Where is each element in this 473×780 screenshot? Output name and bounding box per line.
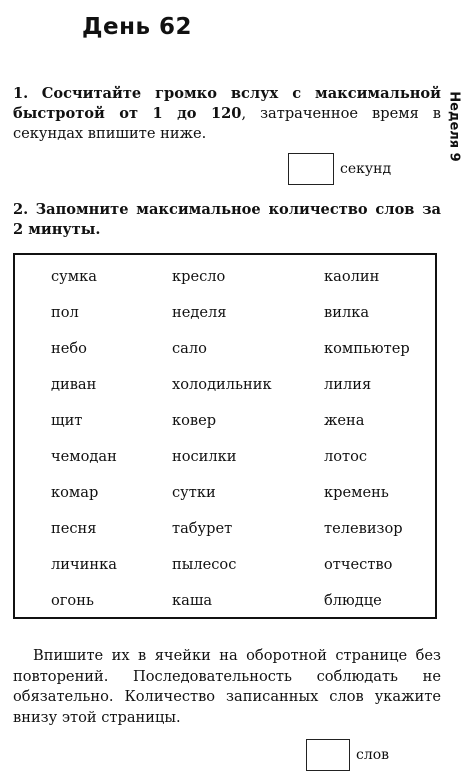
word-grid — [51, 267, 429, 627]
word-item: пылесос — [172, 556, 237, 573]
word-item: диван — [51, 376, 97, 393]
page-title: День 62 — [82, 14, 193, 40]
word-item: отчество — [324, 556, 393, 573]
word-item: табурет — [172, 520, 233, 537]
word-item: холодильник — [172, 376, 272, 393]
word-item: жена — [324, 412, 365, 429]
word-item: неделя — [172, 304, 227, 321]
word-item: каолин — [324, 268, 380, 285]
task-1-rest-text: , затраченное время в секундах впишите ниже. — [13, 105, 441, 142]
words-answer-box[interactable] — [306, 739, 350, 771]
word-item: небо — [51, 340, 87, 357]
task-1 — [13, 84, 441, 144]
seconds-unit-label: секунд — [340, 161, 392, 177]
words-unit-label: слов — [356, 747, 390, 763]
word-item: лотос — [324, 448, 368, 465]
task-1-bold-text: Сосчитайте громко вслух с максимальной быстротой от 1 до 120 — [13, 85, 441, 122]
words-answer-row — [306, 739, 389, 771]
word-item: песня — [51, 520, 97, 537]
instruction-text: Впишите их в ячейки на оборотной странице без повторений. Последовательность соблюдать не обязательно. Количество записанных слов укажите внизу этой страницы. — [13, 647, 441, 726]
week-label-text: Неделя 9 — [446, 90, 462, 162]
word-item: щит — [51, 412, 83, 429]
word-item: комар — [51, 484, 99, 501]
seconds-answer-row — [288, 153, 391, 185]
word-item: телевизор — [324, 520, 403, 537]
word-item: лилия — [324, 376, 372, 393]
word-item: чемодан — [51, 448, 117, 465]
seconds-answer-box[interactable] — [288, 153, 334, 185]
word-item: кремень — [324, 484, 389, 501]
task-1-number: 1. — [13, 85, 29, 102]
word-item: каша — [172, 592, 213, 609]
word-list-box — [13, 253, 437, 619]
word-item: ковер — [172, 412, 217, 429]
task-2-bold-text: Запомните максимальное количество слов за 2 минуты. — [13, 201, 441, 238]
word-item: огонь — [51, 592, 94, 609]
task-2-number: 2. — [13, 201, 29, 218]
word-item: компьютер — [324, 340, 410, 357]
week-label — [442, 82, 466, 170]
word-item: блюдце — [324, 592, 382, 609]
word-item: сумка — [51, 268, 97, 285]
task-2 — [13, 200, 441, 240]
word-item: пол — [51, 304, 79, 321]
word-item: сутки — [172, 484, 216, 501]
word-item: кресло — [172, 268, 226, 285]
word-item: личинка — [51, 556, 117, 573]
word-item: вилка — [324, 304, 370, 321]
word-item: носилки — [172, 448, 237, 465]
word-item: сало — [172, 340, 207, 357]
